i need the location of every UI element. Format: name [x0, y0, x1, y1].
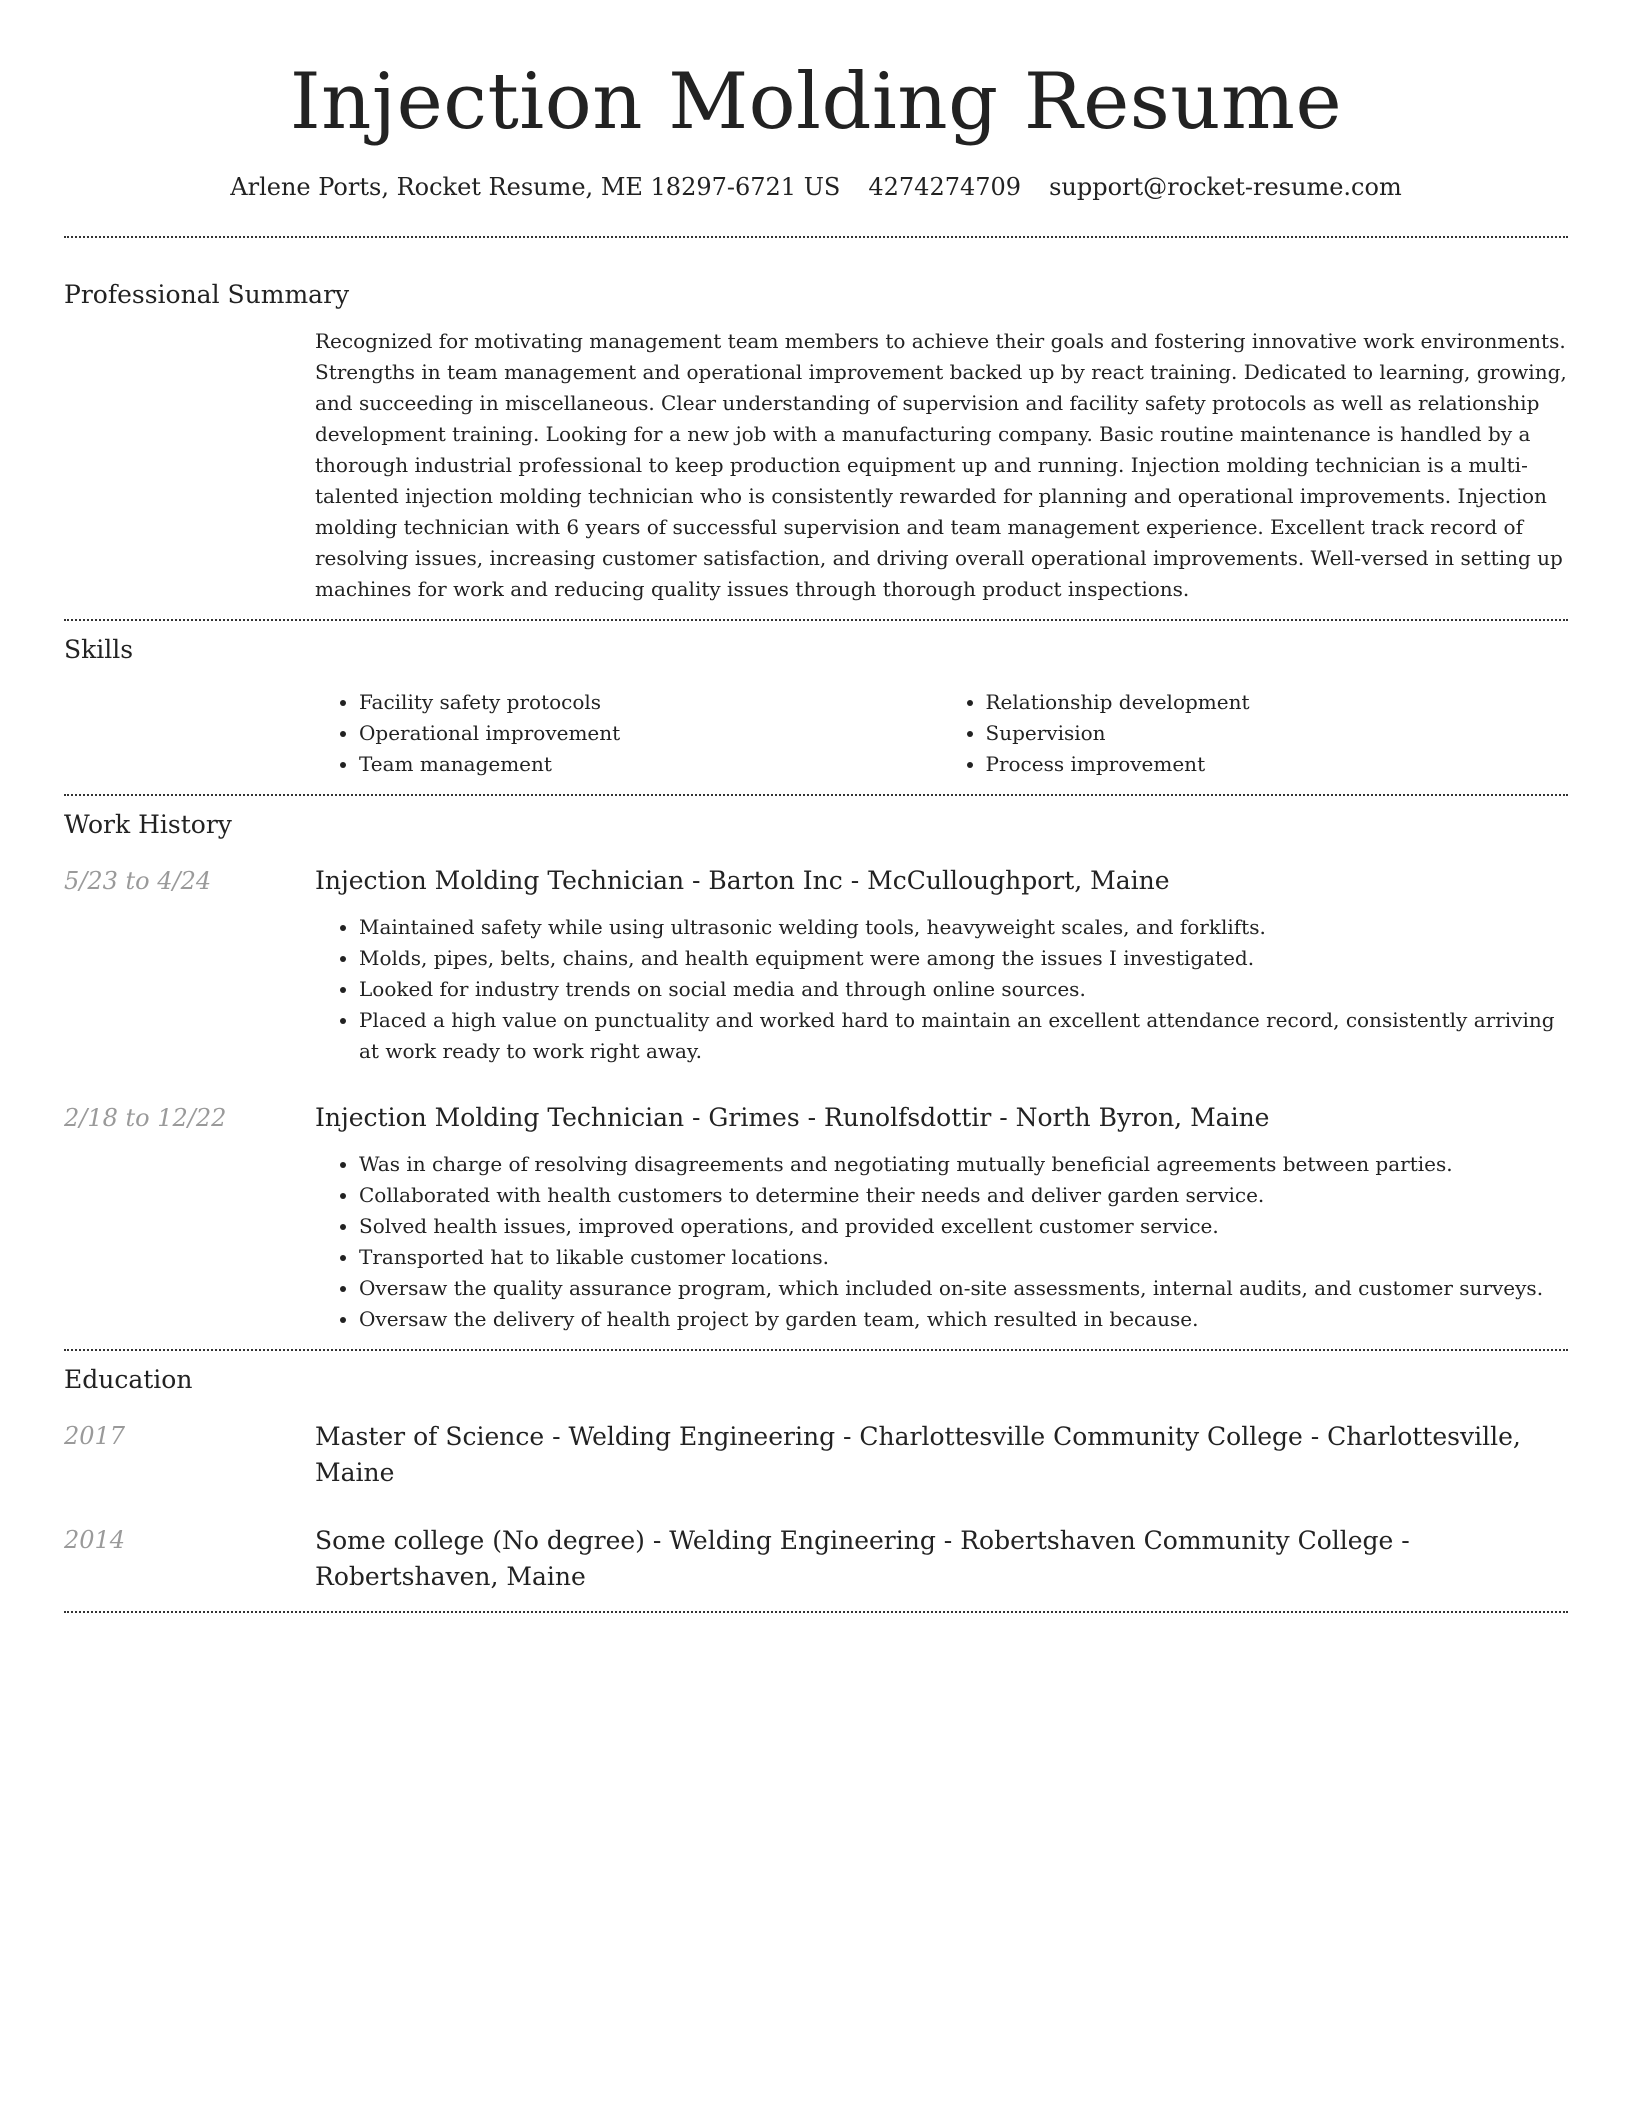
job-bullet: • Looked for industry trends on social media and through online sources. [359, 974, 1568, 1005]
education-section [64, 1363, 1568, 1595]
job-bullet: • Oversaw the quality assurance program, which included on-site assessments, internal audits, and customer surveys. [359, 1273, 1568, 1304]
job-bullet: • Placed a high value on punctuality and worked hard to maintain an excellent attendance record, consistently arriving at work ready to work right away. [359, 1005, 1568, 1067]
skills-heading: Skills [64, 635, 134, 664]
skills-section [64, 633, 1568, 780]
job-bullets [315, 912, 1568, 1067]
contact-email: support@rocket-resume.com [1049, 173, 1402, 201]
summary-heading: Professional Summary [64, 280, 350, 309]
contact-phone: 4274274709 [868, 173, 1022, 201]
skill-item: • Supervision [986, 718, 1569, 749]
job-bullet: • Transported hat to likable customer locations. [359, 1242, 1568, 1273]
divider [64, 1611, 1568, 1613]
education-year: 2014 [64, 1526, 126, 1554]
skill-item: • Relationship development [986, 687, 1569, 718]
work-section [64, 808, 1568, 1335]
job-bullet: • Was in charge of resolving disagreements and negotiating mutually beneficial agreements between parties. [359, 1149, 1568, 1180]
job-bullets [315, 1149, 1568, 1335]
education-entry [64, 1523, 1568, 1595]
education-title: Master of Science - Welding Engineering - Charlottesville Community College - Charlottesville, Maine [315, 1422, 1521, 1487]
resume-page [64, 0, 1568, 1613]
job-entry [64, 864, 1568, 1067]
job-bullet: • Collaborated with health customers to determine their needs and deliver garden service. [359, 1180, 1568, 1211]
divider [64, 619, 1568, 621]
job-title: Injection Molding Technician - Barton Inc - McCulloughport, Maine [315, 866, 1170, 895]
work-heading: Work History [64, 810, 232, 839]
job-bullet: • Oversaw the delivery of health project by garden team, which resulted in because. [359, 1304, 1568, 1335]
divider [64, 236, 1568, 238]
summary-section [64, 278, 1568, 605]
divider [64, 794, 1568, 796]
job-bullet: • Molds, pipes, belts, chains, and health equipment were among the issues I investigated. [359, 943, 1568, 974]
contact-address: Arlene Ports, Rocket Resume, ME 18297-6721 US [230, 173, 841, 201]
job-bullet: • Solved health issues, improved operations, and provided excellent customer service. [359, 1211, 1568, 1242]
contact-line [64, 170, 1568, 204]
skills-list-right [942, 687, 1569, 780]
skills-list-left [315, 687, 942, 780]
divider [64, 1349, 1568, 1351]
job-entry [64, 1101, 1568, 1335]
job-bullet: • Maintained safety while using ultrasonic welding tools, heavyweight scales, and forklifts. [359, 912, 1568, 943]
job-title: Injection Molding Technician - Grimes - Runolfsdottir - North Byron, Maine [315, 1103, 1270, 1132]
skill-item: • Operational improvement [359, 718, 942, 749]
job-dates: 2/18 to 12/22 [64, 1104, 227, 1132]
skill-item: • Facility safety protocols [359, 687, 942, 718]
summary-text: Recognized for motivating management team members to achieve their goals and fostering innovative work environments. Strengths in team management and operational improvement backed up by react training. Dedicated to learning, growing, and succeeding in miscellaneous. Clear understanding of supervision and facility safety protocols as well as relationship development training. Looking for a new job with a manufacturing company. Basic routine maintenance is handled by a thorough industrial professional to keep production equipment up and running. Injection molding technician is a multi-talented injection molding technician who is consistently rewarded for planning and operational improvements. Injection molding technician with 6 years of successful supervision and team management experience. Excellent track record of resolving issues, increasing customer satisfaction, and driving overall operational improvements. Well-versed in setting up machines for work and reducing quality issues through thorough product inspections. [315, 329, 1567, 601]
education-title: Some college (No degree) - Welding Engineering - Robertshaven Community College - Robertshaven, Maine [315, 1526, 1410, 1591]
page-title: Injection Molding Resume [289, 57, 1343, 147]
skill-item: • Process improvement [986, 749, 1569, 780]
education-heading: Education [64, 1365, 193, 1394]
job-dates: 5/23 to 4/24 [64, 867, 212, 895]
education-entry [64, 1419, 1568, 1491]
education-year: 2017 [64, 1422, 126, 1450]
skill-item: • Team management [359, 749, 942, 780]
